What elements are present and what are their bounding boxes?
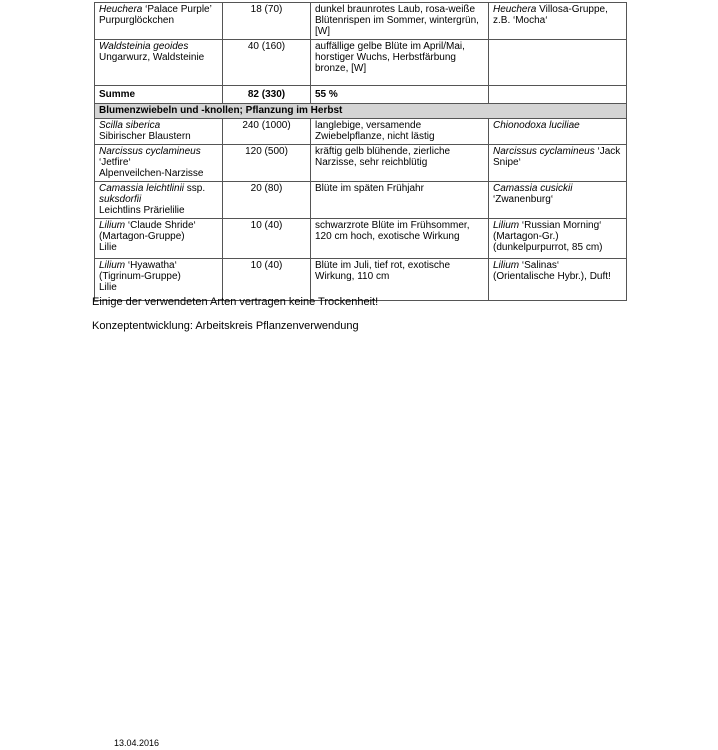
plant-name-cell: Lilium ‘Hyawatha‘ (Tigrinum-Gruppe) Lilie — [95, 259, 223, 301]
alternative-cell: Heuchera Villosa-Gruppe, z.B. ‘Mocha‘ — [489, 3, 627, 40]
description-cell: auffällige gelbe Blüte im April/Mai, horstiger Wuchs, Herbstfärbung bronze, [W] — [311, 40, 489, 86]
description-cell: kräftig gelb blühende, zierliche Narzisse, sehr reichblütig — [311, 145, 489, 182]
plant-name-cell: Lilium ‘Claude Shride‘ (Martagon-Gruppe) Lilie — [95, 219, 223, 259]
quantity-cell: 40 (160) — [223, 40, 311, 86]
sum-empty-cell — [489, 86, 627, 104]
plant-table — [94, 2, 627, 301]
quantity-cell: 20 (80) — [223, 182, 311, 219]
table-row — [95, 119, 627, 145]
sum-quantity: 82 (330) — [223, 86, 311, 104]
table-row — [95, 40, 627, 86]
sum-row — [95, 86, 627, 104]
description-cell: dunkel braunrotes Laub, rosa-weiße Blütenrispen im Sommer, wintergrün, [W] — [311, 3, 489, 40]
section-header-row — [95, 104, 627, 119]
table-row — [95, 259, 627, 301]
table-row — [95, 219, 627, 259]
sum-percent: 55 % — [311, 86, 489, 104]
table-row — [95, 145, 627, 182]
alternative-cell — [489, 40, 627, 86]
alternative-cell: Narcissus cyclamineus ‘Jack Snipe‘ — [489, 145, 627, 182]
description-cell: langlebige, versamende Zwiebelpflanze, nicht lästig — [311, 119, 489, 145]
section-title: Blumenzwiebeln und -knollen; Pflanzung im Herbst — [95, 104, 627, 119]
quantity-cell: 240 (1000) — [223, 119, 311, 145]
description-cell: schwarzrote Blüte im Frühsommer, 120 cm hoch, exotische Wirkung — [311, 219, 489, 259]
plant-name-cell: Heuchera ‘Palace Purple’ Purpurglöckchen — [95, 3, 223, 40]
footer-date: 13.04.2016 — [114, 738, 160, 748]
quantity-cell: 10 (40) — [223, 259, 311, 301]
plant-name-cell: Camassia leichtlinii ssp. suksdorfii Leichtlins Prärielilie — [95, 182, 223, 219]
plant-name-cell: Scilla siberica Sibirischer Blaustern — [95, 119, 223, 145]
drought-note: Einige der verwendeten Arten vertragen keine Trockenheit! — [92, 296, 379, 308]
plant-name-cell: Narcissus cyclamineus ‘Jetfire‘ Alpenveilchen-Narzisse — [95, 145, 223, 182]
quantity-cell: 18 (70) — [223, 3, 311, 40]
concept-note: Konzeptentwicklung: Arbeitskreis Pflanzenverwendung — [92, 320, 359, 332]
description-cell: Blüte im Juli, tief rot, exotische Wirkung, 110 cm — [311, 259, 489, 301]
description-cell: Blüte im späten Frühjahr — [311, 182, 489, 219]
table-row — [95, 182, 627, 219]
alternative-cell: Chionodoxa luciliae — [489, 119, 627, 145]
quantity-cell: 120 (500) — [223, 145, 311, 182]
sum-label: Summe — [95, 86, 223, 104]
plant-name-cell: Waldsteinia geoides Ungarwurz, Waldsteinie — [95, 40, 223, 86]
quantity-cell: 10 (40) — [223, 219, 311, 259]
alternative-cell: Lilium ‘Salinas‘ (Orientalische Hybr.), Duft! — [489, 259, 627, 301]
alternative-cell: Lilium ‘Russian Morning‘ (Martagon-Gr.) (dunkelpurpurrot, 85 cm) — [489, 219, 627, 259]
alternative-cell: Camassia cusickii ‘Zwanenburg‘ — [489, 182, 627, 219]
table-row — [95, 3, 627, 40]
